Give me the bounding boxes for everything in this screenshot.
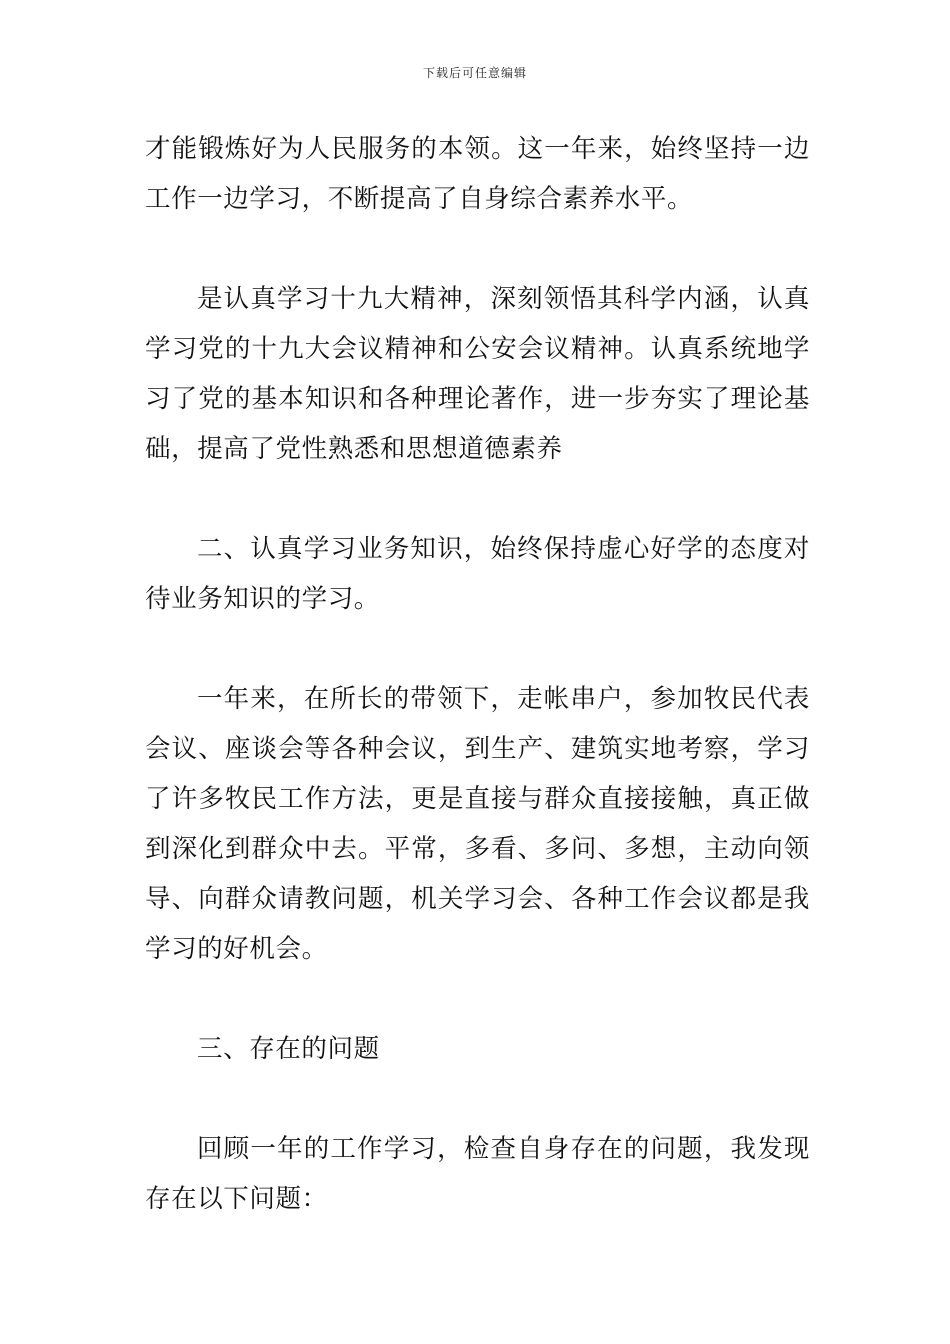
paragraph-field-work: 一年来，在所长的带领下，走帐串户，参加牧民代表会议、座谈会等各种会议，到生产、建筑实地考察，学习了许多牧民工作方法，更是直接与群众直接接触，真正做到深化到群众中去。平常，多看、多问、多想，主动向领导、向群众请教问题，机关学习会、各种工作会议都是我学习的好机会。 (145, 684, 810, 964)
paragraph-gap (145, 974, 810, 1024)
paragraph-study-spirit: 是认真学习十九大精神，深刻领悟其科学内涵，认真学习党的十九大会议精神和公安会议精神。认真系统地学习了党的基本知识和各种理论著作，进一步夯实了理论基础，提高了党性熟悉和思想道德素养 (145, 284, 810, 464)
paragraph-gap (145, 1074, 810, 1124)
page-header: 下载后可任意编辑 (422, 66, 527, 80)
section-heading-business-knowledge: 二、认真学习业务知识，始终保持虚心好学的态度对待业务知识的学习。 (145, 534, 810, 614)
paragraph-gap (145, 624, 810, 674)
paragraph-review: 回顾一年的工作学习，检查自身存在的问题，我发现存在以下问题： (145, 1134, 810, 1214)
section-heading-problems: 三、存在的问题 (197, 1034, 380, 1064)
paragraph-gap (145, 474, 810, 524)
document-body (145, 124, 810, 1224)
paragraph-continuation: 才能锻炼好为人民服务的本领。这一年来，始终坚持一边工作一边学习，不断提高了自身综合素养水平。 (145, 134, 810, 214)
paragraph-gap (145, 224, 810, 274)
